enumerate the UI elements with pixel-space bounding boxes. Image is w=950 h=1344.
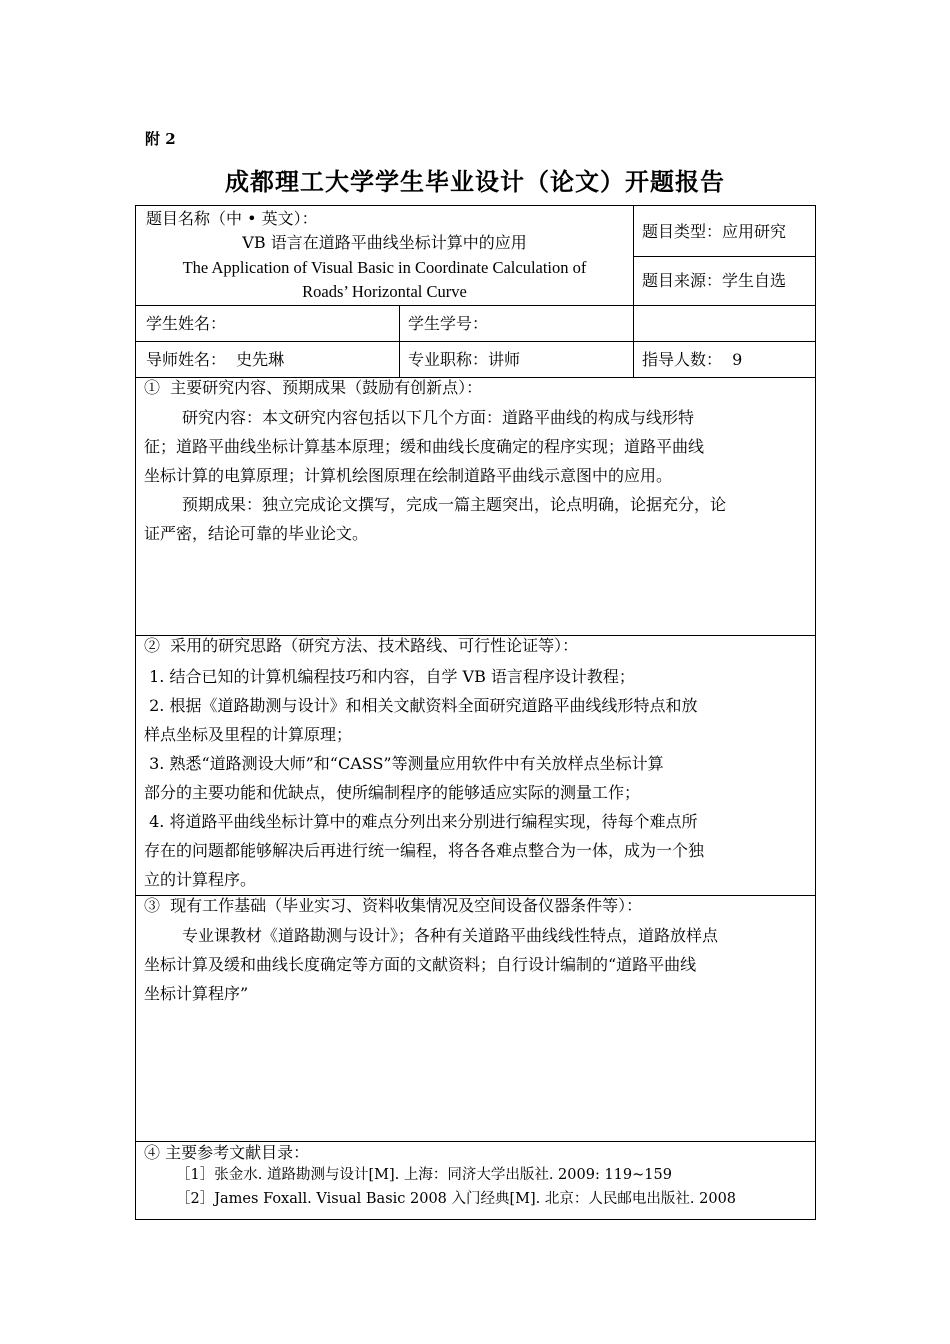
sec3-line2: 坐标计算及缓和曲线长度确定等方面的文献资料；自行设计编制的“道路平曲线 [144, 955, 697, 974]
sec1-para1-line3: 坐标计算的电算原理；计算机绘图原理在绘制道路平曲线示意图中的应用。 [144, 466, 673, 485]
topic-cn: VB 语言在道路平曲线坐标计算中的应用 [242, 233, 527, 252]
sec3-line1: 专业课教材《道路勘测与设计》；各种有关道路平曲线线性特点，道路放样点 [182, 926, 719, 945]
sec1-para2-line1: 预期成果：独立完成论文撰写，完成一篇主题突出，论点明确，论据充分，论 [182, 495, 727, 514]
sec2-item4-line2: 存在的问题都能够解决后再进行统一编程，将各各难点整合为一体，成为一个独 [144, 841, 705, 860]
topic-source: 题目来源：学生自选 [642, 271, 787, 290]
sec2-item3-line1: 3. 熟悉“道路测设大师”和“CASS”等测量应用软件中有关放样点坐标计算 [144, 754, 664, 773]
topic-label: 题目名称（中 • 英文）： [146, 209, 318, 228]
reference-2: ［2］James Foxall. Visual Basic 2008 入门经典[M]. 北京：人民邮电出版社. 2008 [176, 1191, 737, 1207]
sec2-item4-line1: 4. 将道路平曲线坐标计算中的难点分列出来分别进行编程实现，待每个难点所 [144, 812, 698, 831]
annex-label: 附 2 [145, 130, 176, 148]
topic-en-line2: Roads’ Horizontal Curve [302, 282, 467, 301]
proposal-form [135, 205, 816, 1220]
page-title: 成都理工大学学生毕业设计（论文）开题报告 [225, 168, 725, 196]
divider-row2 [136, 341, 816, 342]
sec1-para2-line2: 证严密，结论可靠的毕业论文。 [144, 524, 369, 543]
sec3-heading: ③ 现有工作基础（毕业实习、资料收集情况及空间设备仪器条件等）： [144, 896, 643, 915]
advisor-name: 导师姓名： 史先琳 [146, 350, 285, 369]
advisor-title: 专业职称：讲师 [408, 350, 521, 369]
sec2-item4-line3: 立的计算程序。 [144, 870, 257, 889]
student-name-label: 学生姓名： [146, 314, 227, 333]
sec1-para1-line2: 征；道路平曲线坐标计算基本原理；缓和曲线长度确定的程序实现；道路平曲线 [144, 437, 705, 456]
topic-type: 题目类型：应用研究 [642, 222, 787, 241]
sec2-item1: 1. 结合已知的计算机编程技巧和内容，自学 VB 语言程序设计教程； [144, 667, 635, 686]
advisor-count: 指导人数： 9 [642, 350, 743, 369]
sec4-heading: ④ 主要参考文献目录： [144, 1143, 310, 1162]
sec2-item3-line2: 部分的主要功能和优缺点，使所编制程序的能够适应实际的测量工作； [144, 783, 641, 802]
sec3-line3: 坐标计算程序” [144, 984, 249, 1003]
student-id-label: 学生学号： [408, 314, 489, 333]
divider-type-source [633, 256, 816, 257]
sec1-para1-line1: 研究内容：本文研究内容包括以下几个方面：道路平曲线的构成与线形特 [182, 408, 695, 427]
reference-1: ［1］张金水. 道路勘测与设计[M]. 上海：同济大学出版社. 2009: 119~159 [176, 1167, 672, 1183]
topic-en-line1: The Application of Visual Basic in Coordinate Calculation of [182, 258, 587, 277]
sec2-heading: ② 采用的研究思路（研究方法、技术路线、可行性论证等）： [144, 636, 579, 655]
sec2-item2-line2: 样点坐标及里程的计算原理； [144, 725, 353, 744]
divider-row1 [136, 305, 816, 306]
sec1-heading: ① 主要研究内容、预期成果（鼓励有创新点）： [144, 378, 483, 397]
sec2-item2-line1: 2. 根据《道路勘测与设计》和相关文献资料全面研究道路平曲线线形特点和放 [144, 696, 698, 715]
